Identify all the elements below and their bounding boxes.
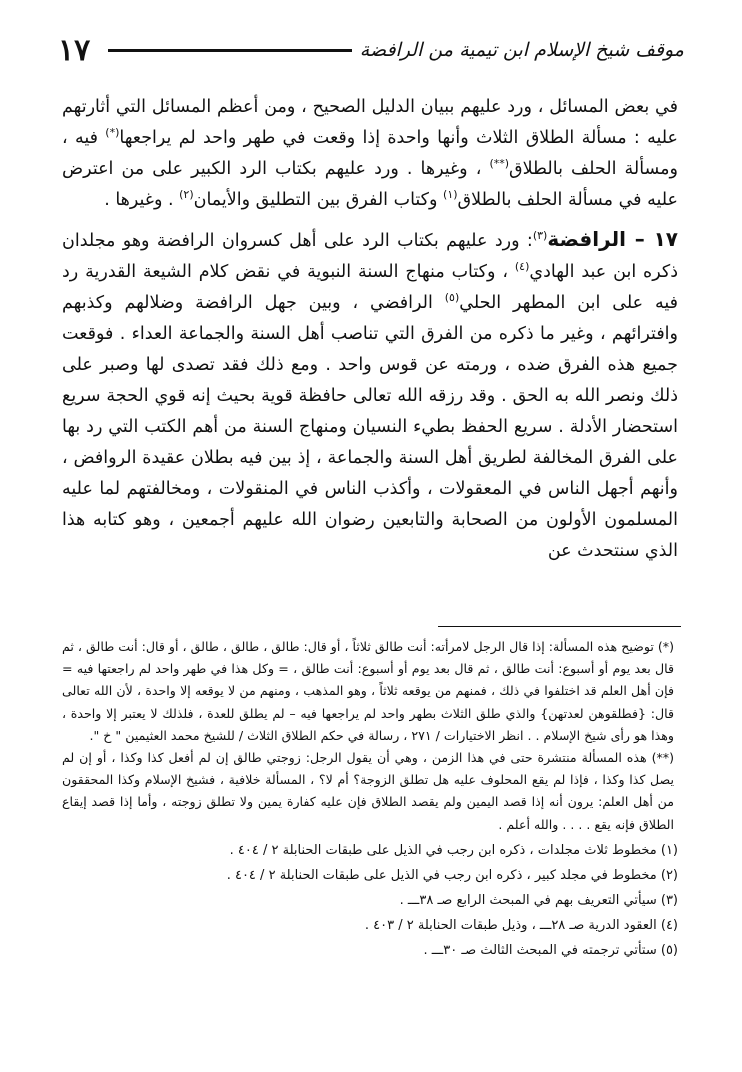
footnote-4: (٤) العقود الدرية صـ ٢٨ـــ ، وذيل طبقات الحنابلة ٢ / ٤٠٣ . bbox=[364, 917, 678, 933]
section-number: ١٧ – bbox=[634, 227, 678, 251]
paragraph-2-text-c: الرافضي ، وبين جهل الرافضة وضلالهم وكذبهم وافترائهم ، وغير ما ذكره من الفرق التي تناصب أهل السنة والجماعة العداء . فوقعت جميع هذه الفرق ضده ، ورمته عن قوس واحد . ومع ذلك فقد تصدى لها وصبر على ذلك ونصر الله به الحق . وقد رزقه الله تعالى حافظة قوية بحيث إنه قوي الحجة سريع استحضار الأدلة . سريع الحفظ بطيء النسيان ومنهاج السنة من أهم الكتب التي رد بها على الفرق المخالفة لطريق أهل السنة والجماعة ، إذ بين فيه بطلان عقيدة الروافض ، وأنهم أجهل الناس في المعقولات ، وأكذب الناس في المنقولات ، ومخالفتهم لما عليه المسلمون الأولون من الصحابة والتابعين رضوان الله عليهم أجمعين ، وهو كتابه هذا الذي سنتحدث عن bbox=[62, 293, 678, 561]
footnote-ref-star2: (**) bbox=[489, 157, 510, 171]
footnote-ref-1: (١) bbox=[443, 188, 458, 202]
paragraph-1-text-c: ، وغيرها . ورد عليهم بكتاب الرد الكبير على من اعترض عليه في مسألة الحلف بالطلاق bbox=[62, 159, 678, 210]
footnote-1: (١) مخطوط ثلاث مجلدات ، ذكره ابن رجب في الذيل على طبقات الحنابلة ٢ / ٤٠٤ . bbox=[229, 842, 678, 858]
page-number: ١٧ bbox=[58, 32, 91, 68]
footnote-star1: (*) توضيح هذه المسألة: إذا قال الرجل لامرأته: أنت طالق ثلاثاً ، أو قال: طالق ، طالق ، طالق ، أو قال: أنت طالق ، ثم قال بعد يوم أو أسبوع: أنت طالق ، ثم قال بعد يوم أو أسبوع: أنت طالق ، = وكل هذا في طهر واحد لم راجعتها فيه = فإن أهل العلم قد اختلفوا في ذلك ، فمنهم من يوقعه ثلاثاً ، وهو المذهب ، ومنهم من لا يوقعه إلا واحدة ، لأن الله تعالى قال: {فطلقوهن لعدتهن} والذي طلق الثلاث بطهر واحد لم يراجعها فيه – لم يطلق للعدة ، فلذلك لا يعتبر إلا واحدة ، وهذا هو رأى شيخ الإسلام . . انظر الاختيارات / ٢٧١ ، رسالة في حكم الطلاق الثلاث / للشيخ محمد العثيمين " خ ". bbox=[62, 639, 674, 743]
header-rule bbox=[108, 49, 352, 52]
section-heading: الرافضة bbox=[547, 227, 635, 251]
paragraph-1-text-b: فيه ، ومسألة الحلف بالطلاق bbox=[62, 128, 678, 179]
running-title: موقف شيخ الإسلام ابن تيمية من الرافضة bbox=[359, 39, 684, 61]
paragraph-1-text-a: في بعض المسائل ، ورد عليهم ببيان الدليل الصحيح ، ومن أعظم المسائل التي أثارتهم عليه : مسألة الطلاق الثلاث وأنها واحدة إذا وقعت في طهر واحد لم يراجعها bbox=[62, 97, 678, 148]
footnote-separator bbox=[438, 626, 681, 627]
footnote-5: (٥) ستأتي ترجمته في المبحث الثالث صـ ٣٠ـــ . bbox=[423, 942, 678, 958]
paragraph-2 bbox=[62, 224, 678, 567]
paragraph-1 bbox=[62, 92, 678, 216]
footnote-ref-3: (٣) bbox=[532, 229, 548, 243]
page-header bbox=[58, 30, 684, 70]
footnote-2: (٢) مخطوط في مجلد كبير ، ذكره ابن رجب في الذيل على طبقات الحنابلة ٢ / ٤٠٤ . bbox=[226, 867, 678, 883]
footnote-ref-star1: (*) bbox=[105, 126, 120, 140]
paragraph-2-text-a: : ورد عليهم بكتاب الرد على أهل كسروان الرافضة وهو مجلدان ذكره ابن عبد الهادي bbox=[62, 231, 679, 282]
main-text bbox=[62, 92, 678, 567]
footnote-ref-4: (٤) bbox=[514, 260, 530, 274]
paragraph-1-text-d: وكتاب الفرق بين التطليق والأيمان bbox=[193, 190, 444, 210]
footnote-star2: (**) هذه المسألة منتشرة حتى في هذا الزمن ، وهي أن يقول الرجل: زوجتي طالق إن لم أفعل كذا وكذا ، أو إن لم يصل كذا وكذا ، فإذا لم يقع المحلوف عليه هل تطلق الزوجة؟ أم لا؟ ، المسألة خلافية ، فشيخ الإسلام وكذا المحققون من أهل العلم: يرون أنه إذا قصد اليمين ولم يقصد الطلاق فإن عليه كفارة يمين ولا تطلق زوجته ، وأما إذا قصد إيقاع الطلاق فإنه يقع . . . . والله أعلم . bbox=[62, 750, 674, 832]
paragraph-1-text-e: . وغيرها . bbox=[104, 190, 180, 210]
paragraph-2-text-b: ، وكتاب منهاج السنة النبوية في نقض كلام الشيعة القدرية رد فيه على ابن المطهر الحلي bbox=[62, 262, 678, 313]
footnote-list bbox=[62, 838, 678, 963]
footnotes bbox=[62, 636, 678, 963]
footnote-ref-5: (٥) bbox=[444, 291, 460, 305]
footnote-ref-2: (٢) bbox=[179, 188, 194, 202]
footnote-3: (٣) سيأتي التعريف بهم في المبحث الرابع صـ ٣٨ـــ . bbox=[399, 892, 678, 908]
